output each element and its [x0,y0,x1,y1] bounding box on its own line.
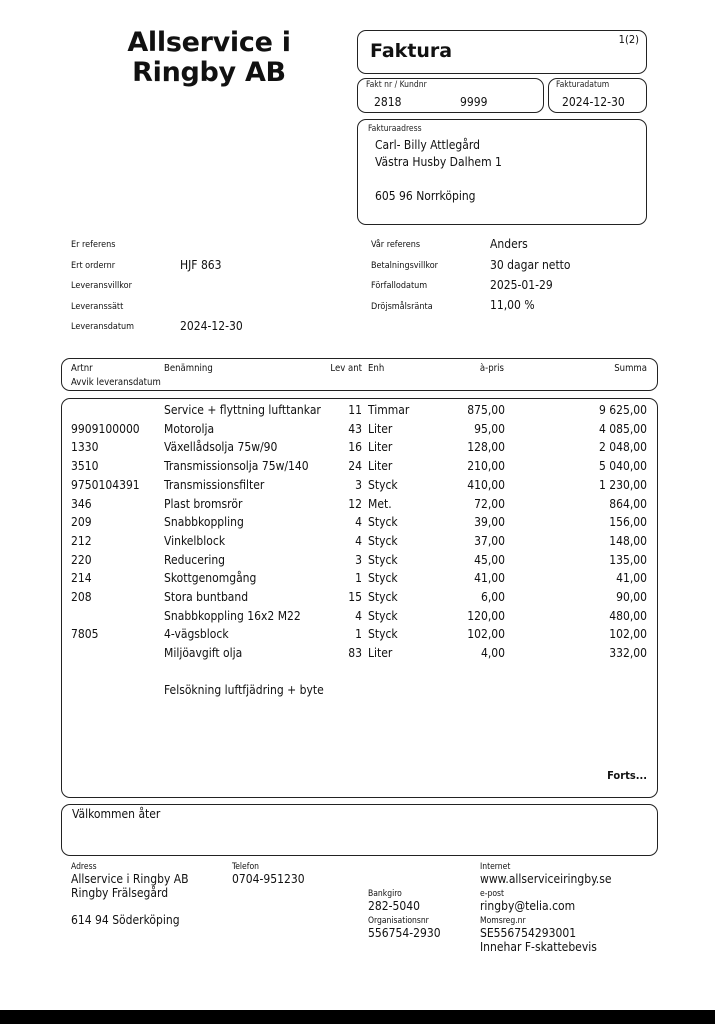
footer-org-label: Organisationsnr [368,916,429,926]
item-unit: Styck [368,552,398,567]
table-row [0,515,715,534]
billing-postal: 605 96 Norrköping [375,189,476,203]
item-quantity: 16 [348,440,362,455]
item-artnr: 209 [71,515,92,530]
table-row [0,534,715,553]
table-row [0,440,715,459]
item-description: Transmissionsolja 75w/140 [164,459,309,474]
footer-address-line3: 614 94 Söderköping [71,913,180,927]
item-artnr: 9909100000 [71,421,140,436]
item-description: Motorolja [164,421,215,436]
item-artnr: 214 [71,571,92,586]
invoice-date-label: Fakturadatum [556,80,610,90]
item-description: Reducering [164,552,226,567]
item-unit: Timmar [368,403,410,417]
item-unit: Styck [368,590,398,604]
footer-org: 556754-2930 [368,926,441,940]
footer-internet-label: Internet [480,862,511,872]
item-unit: Styck [368,627,398,642]
item-unit-price: 95,00 [474,421,505,436]
message-text: Välkommen åter [72,807,161,821]
invoice-title-box [357,30,647,74]
item-sum: 480,00 [609,608,647,623]
footer-bankgiro: 282-5040 [368,899,420,913]
item-quantity: 1 [355,627,362,642]
col-header-a-pris: à-pris [479,363,504,374]
table-row [0,627,715,646]
document-title: Faktura [370,40,453,62]
col-header-summa: Summa [614,363,647,374]
item-unit-price: 4,00 [480,646,505,661]
table-row [0,609,715,628]
ref-value-leveransdatum: 2024-12-30 [180,319,243,333]
table-row [0,478,715,497]
item-unit-price: 875,00 [467,403,505,417]
ref-value-betalningsvillkor: 30 dagar netto [490,258,571,272]
item-unit: Styck [368,515,398,530]
item-unit-price: 72,00 [474,496,505,511]
item-unit-price: 45,00 [474,552,505,567]
invoice-number-label: Fakt nr / Kundnr [366,80,427,90]
item-description: Växellådsolja 75w/90 [164,440,278,455]
footer-phone-label: Telefon [232,862,259,872]
item-quantity: 4 [355,533,362,548]
item-artnr: 3510 [71,459,99,474]
item-description: Stora buntband [164,590,249,604]
item-description: Miljöavgift olja [164,646,243,661]
item-quantity: 15 [348,590,362,604]
table-row [0,553,715,572]
item-quantity: 4 [355,515,362,530]
footer-email-link[interactable]: ringby@telia.com [480,899,576,913]
item-description: Transmissionsfilter [164,477,265,492]
item-unit-price: 210,00 [467,459,505,474]
item-sum: 135,00 [609,552,647,567]
item-unit: Liter [368,421,393,436]
item-sum: 102,00 [609,627,647,642]
item-description: Plast bromsrör [164,496,243,511]
col-header-artnr: Artnr [71,363,93,374]
ref-label-leveranssatt: Leveranssätt [71,302,124,312]
ref-value-forfallodatum: 2025-01-29 [490,278,553,292]
item-sum: 864,00 [609,496,647,511]
note-text: Felsökning luftfjädring + byte [164,683,324,697]
invoice-number: 2818 [374,95,402,109]
ref-label-var-referens: Vår referens [371,240,421,250]
item-unit-price: 39,00 [474,515,505,530]
table-row [0,403,715,422]
billing-address-label: Fakturaadress [368,124,422,134]
item-sum: 332,00 [609,646,647,661]
item-unit-price: 102,00 [467,627,505,642]
table-row [0,571,715,590]
item-quantity: 3 [355,477,362,492]
item-description: Snabbkoppling 16x2 M22 [164,608,301,623]
item-unit: Liter [368,459,393,474]
item-sum: 2 048,00 [598,440,647,455]
item-quantity: 12 [348,496,362,511]
col-header-lev-ant: Lev ant [330,363,362,374]
item-artnr: 212 [71,533,92,548]
item-unit: Styck [368,608,398,623]
message-box [61,804,658,856]
table-row [0,497,715,516]
item-sum: 41,00 [616,571,647,586]
item-artnr: 220 [71,552,92,567]
item-unit-price: 41,00 [474,571,505,586]
footer-address-label: Adress [71,862,97,872]
footer-email-label: e-post [480,889,504,899]
company-name: Allservice i Ringby AB [127,27,291,88]
ref-value-drojsmalsranta: 11,00 % [490,298,535,312]
ref-value-var-referens: Anders [490,237,528,251]
item-sum: 4 085,00 [598,421,647,436]
invoice-date-box [548,78,647,113]
item-quantity: 3 [355,552,362,567]
table-row [0,590,715,609]
item-sum: 90,00 [616,590,647,604]
ref-label-ert-ordernr: Ert ordernr [71,261,116,271]
item-quantity: 11 [348,403,362,417]
item-unit-price: 6,00 [480,590,505,604]
ref-label-betalningsvillkor: Betalningsvillkor [371,261,438,271]
item-description: 4-vägsblock [164,627,229,642]
item-quantity: 83 [348,646,362,661]
item-unit-price: 37,00 [474,533,505,548]
item-artnr: 346 [71,496,92,511]
footer-vat: SE556754293001 [480,926,577,940]
item-quantity: 43 [348,421,362,436]
item-unit: Styck [368,477,398,492]
item-artnr: 1330 [71,440,99,455]
item-quantity: 1 [355,571,362,586]
table-row [0,459,715,478]
page-number: 1(2) [618,33,639,46]
billing-address-box [357,119,647,225]
ref-label-forfallodatum: Förfallodatum [371,281,428,291]
table-row [0,646,715,665]
item-quantity: 4 [355,608,362,623]
item-sum: 9 625,00 [598,403,647,417]
col-header-avvik-leveransdatum: Avvik leveransdatum [71,377,161,388]
item-artnr: 208 [71,590,92,604]
bottom-bar [0,1010,715,1024]
ref-label-drojsmalsranta: Dröjsmålsränta [371,302,433,312]
item-unit: Liter [368,646,393,661]
footer-phone: 0704-951230 [232,872,305,886]
item-unit-price: 120,00 [467,608,505,623]
col-header-benamning: Benämning [164,363,213,374]
item-sum: 1 230,00 [598,477,647,492]
ref-label-leveransvillkor: Leveransvillkor [71,281,132,291]
footer-website-link[interactable]: www.allserviceiringby.se [480,872,612,886]
footer-address-line1: Allservice i Ringby AB [71,872,189,886]
billing-street: Västra Husby Dalhem 1 [375,155,502,169]
item-unit: Styck [368,533,398,548]
table-row [0,422,715,441]
footer-address-line2: Ringby Frälsegård [71,886,169,900]
item-artnr: 9750104391 [71,477,140,492]
item-description: Vinkelblock [164,533,226,548]
continued-indicator: Forts... [607,769,647,782]
item-unit: Liter [368,440,393,455]
item-sum: 5 040,00 [598,459,647,474]
col-header-enh: Enh [368,363,385,374]
ref-label-er-referens: Er referens [71,240,116,250]
item-sum: 156,00 [609,515,647,530]
item-sum: 148,00 [609,533,647,548]
item-description: Snabbkoppling [164,515,244,530]
item-unit-price: 128,00 [467,440,505,455]
item-unit: Styck [368,571,398,586]
footer-ftax: Innehar F-skattebevis [480,940,597,954]
footer-bankgiro-label: Bankgiro [368,889,402,899]
item-description: Service + flyttning lufttankar [164,403,321,417]
item-unit-price: 410,00 [467,477,505,492]
footer-vat-label: Momsreg.nr [480,916,526,926]
ref-label-leveransdatum: Leveransdatum [71,322,135,332]
item-unit: Met. [368,496,392,511]
item-quantity: 24 [348,459,362,474]
item-artnr: 7805 [71,627,99,642]
ref-value-ert-ordernr: HJF 863 [180,258,222,272]
invoice-number-box [357,78,544,113]
item-description: Skottgenomgång [164,571,257,586]
billing-name: Carl- Billy Attlegård [375,138,480,152]
invoice-date: 2024-12-30 [562,95,625,109]
customer-number: 9999 [460,95,488,109]
